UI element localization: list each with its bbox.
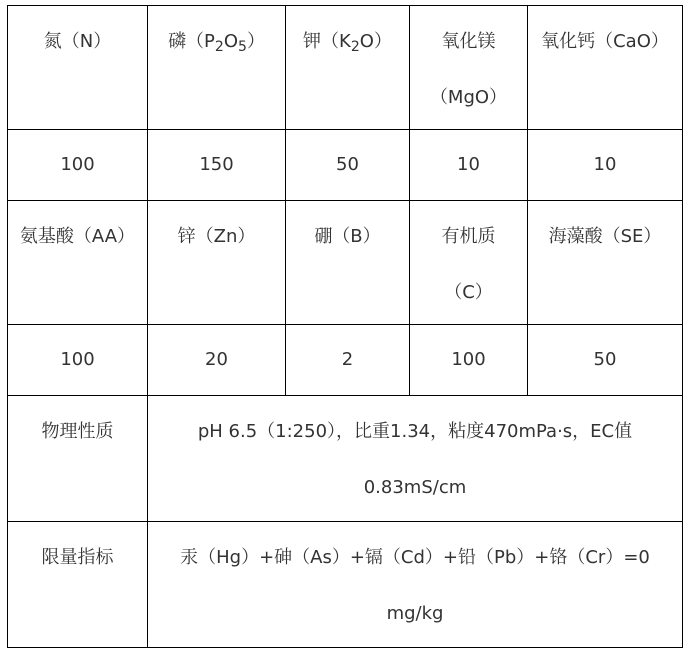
header-nitrogen: 氮（N） [8, 6, 148, 130]
header-phosphorus: 磷$(P_2O_5)$ [148, 6, 286, 130]
header-calcium-oxide: 氧化钙（CaO） [528, 6, 683, 130]
header-organic-matter: 有机质 （C） [410, 201, 528, 325]
nutrient-header-row-2 [8, 201, 683, 325]
physical-properties-row [8, 396, 683, 522]
value-zinc: 20 [148, 325, 286, 396]
header-boron: 硼（B） [286, 201, 410, 325]
fertilizer-spec-table [7, 5, 683, 648]
nutrient-header-row-1 [8, 6, 683, 130]
value-potassium: 50 [286, 130, 410, 201]
value-organic-matter: 100 [410, 325, 528, 396]
value-alginic-acid: 50 [528, 325, 683, 396]
header-amino-acid: 氨基酸（AA） [8, 201, 148, 325]
value-magnesium-oxide: 10 [410, 130, 528, 201]
value-boron: 2 [286, 325, 410, 396]
value-amino-acid: 100 [8, 325, 148, 396]
value-nitrogen: 100 [8, 130, 148, 201]
physical-properties-value: pH 6.5（1:250），比重1.34，粘度470mPa·s，EC值 0.83mS/cm [148, 396, 683, 522]
value-calcium-oxide: 10 [528, 130, 683, 201]
value-row-1 [8, 130, 683, 201]
header-magnesium-oxide: 氧化镁 （MgO） [410, 6, 528, 130]
physical-properties-label: 物理性质 [8, 396, 148, 522]
header-potassium: 钾$(K_2O)$ [286, 6, 410, 130]
limit-indicators-value: 汞（Hg）+砷（As）+镉（Cd）+铅（Pb）+铬（Cr）=0 mg/kg [148, 522, 683, 648]
value-row-2 [8, 325, 683, 396]
limit-indicators-label: 限量指标 [8, 522, 148, 648]
value-phosphorus: 150 [148, 130, 286, 201]
header-zinc: 锌（Zn） [148, 201, 286, 325]
header-alginic-acid: 海藻酸（SE） [528, 201, 683, 325]
limit-indicators-row [8, 522, 683, 648]
